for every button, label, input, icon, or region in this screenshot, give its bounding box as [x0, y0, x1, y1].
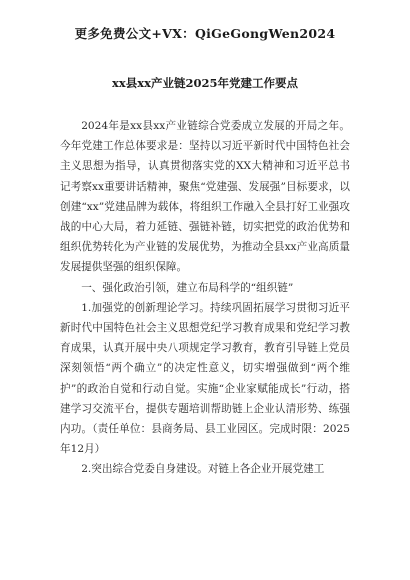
item-paragraph-2: 2.突出综合党委自身建设。对链上各企业开展党建工: [81, 463, 325, 476]
section-heading-1: 一、强化政治引领，建立布局科学的“组织链”: [81, 281, 294, 294]
document-title: xx县xx产业链2025年党建工作要点: [112, 76, 298, 90]
document-body: [60, 116, 350, 480]
intro-paragraph: 2024年是xx县xx产业链综合党委成立发展的开局之年。今年党建工作总体要求是：坚持以习近平新时代中国特色社会主义思想为指导，认真贯彻落实党的XX大精神和习近平总书记考察xx重要讲话精神，聚焦“党建强、发展强”目标要求，以创建“xx”党建品牌为载体，将组织工作融入全县打好工业强攻战的中心大局，着力延链、强链补链，切实把党的政治优势和组织优势转化为产业链的发展优势，为推动全县xx产业高质量发展提供坚强的组织保障。: [60, 120, 350, 274]
watermark-text: 更多免费公文+VX：QiGeGongWen2024: [74, 26, 336, 41]
item-paragraph-1: 1.加强党的创新理论学习。持续巩固拓展学习贯彻习近平新时代中国特色社会主义思想党纪学习教育成果和党纪学习教育成果，认真开展中央八项规定学习教育，教育引导链上党员深刻领悟“两个确立”的决定性意义，切实增强做到“两个维护”的政治自觉和行动自觉。实施“企业家赋能成长”行动，搭建学习交流平台，提供专题培训帮助链上企业认清形势、练强内功。（责任单位：县商务局、县工业园区。完成时限：2025年12月）: [60, 301, 350, 456]
